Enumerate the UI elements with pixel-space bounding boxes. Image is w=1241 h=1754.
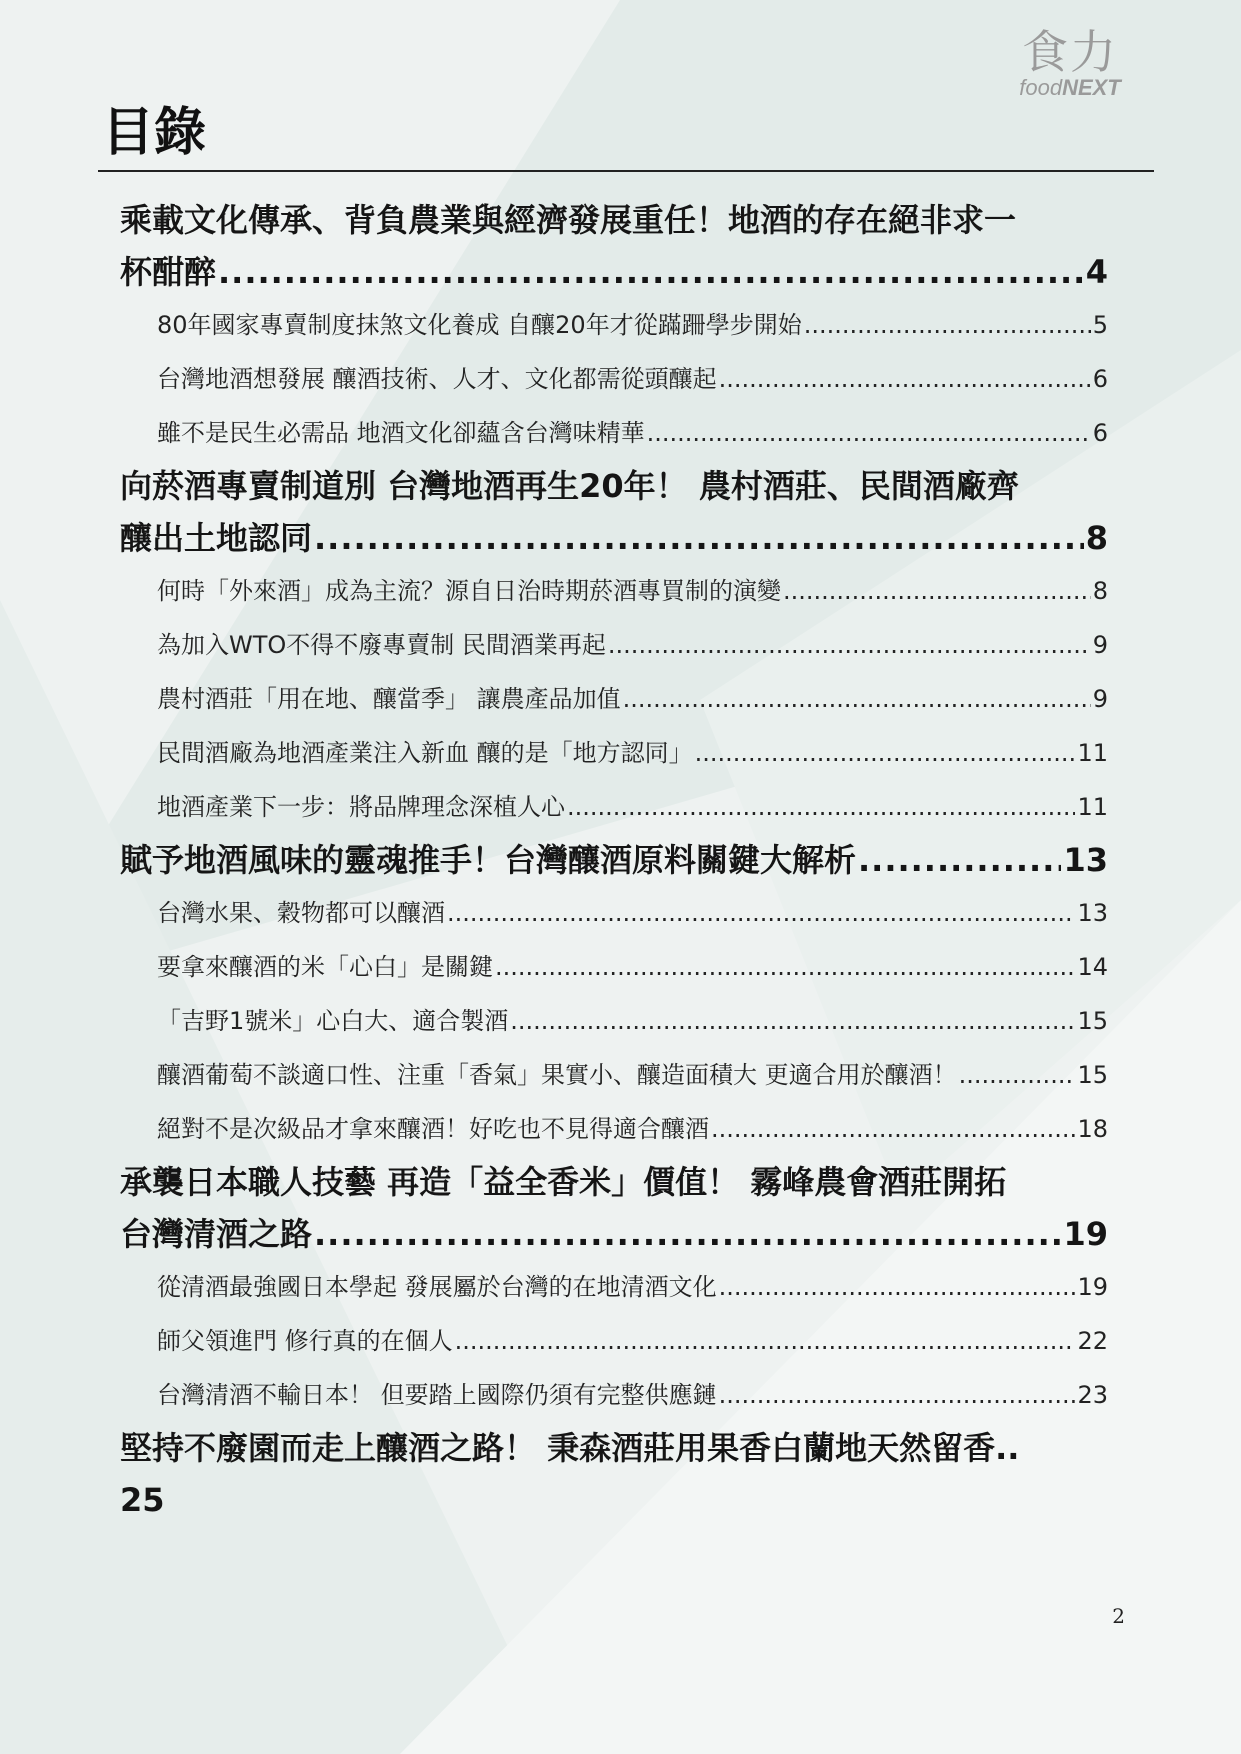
toc-chapter[interactable] — [120, 460, 1108, 564]
toc-section[interactable] — [120, 1260, 1108, 1314]
toc-section[interactable] — [120, 1368, 1108, 1422]
chapter-title-line1: 乘載文化傳承、背負農業與經濟發展重任！地酒的存在絕非求一 — [120, 201, 1017, 239]
chapter-page: 8 — [1085, 519, 1108, 557]
toc-chapter[interactable] — [120, 1156, 1108, 1260]
leader-dots — [567, 780, 1075, 834]
section-page: 15 — [1077, 1007, 1108, 1035]
section-title: 地酒產業下一步：將品牌理念深植人心 — [157, 793, 565, 821]
toc-section[interactable] — [120, 564, 1108, 618]
section-title: 台灣清酒不輸日本！ 但要踏上國際仍須有完整供應鏈 — [157, 1381, 717, 1409]
section-page: 11 — [1077, 793, 1108, 821]
chapter-page: 19 — [1063, 1215, 1108, 1253]
section-title: 80年國家專賣制度抹煞文化養成 自釀20年才從蹣跚學步開始 — [157, 311, 802, 339]
logo-english: foodNEXT — [1019, 75, 1121, 100]
toc-section[interactable] — [120, 618, 1108, 672]
chapter-title-line1: 向菸酒專賣制道別 台灣地酒再生20年！ 農村酒莊、民間酒廠齊 — [120, 467, 1019, 505]
section-page: 13 — [1077, 899, 1108, 927]
section-page: 22 — [1077, 1327, 1108, 1355]
section-title: 「吉野1號米」心白大、適合製酒 — [157, 1007, 509, 1035]
leader-dots — [608, 618, 1091, 672]
toc-section[interactable] — [120, 726, 1108, 780]
toc-section[interactable] — [120, 1048, 1108, 1102]
section-page: 15 — [1077, 1061, 1108, 1089]
section-title: 農村酒莊「用在地、釀當季」 讓農產品加值 — [157, 685, 621, 713]
section-page: 14 — [1077, 953, 1108, 981]
section-page: 18 — [1077, 1115, 1108, 1143]
toc-section[interactable] — [120, 940, 1108, 994]
logo-chinese: 食力 — [1022, 25, 1118, 79]
toc-section[interactable] — [120, 1314, 1108, 1368]
toc-section[interactable] — [120, 780, 1108, 834]
chapter-title: 賦予地酒風味的靈魂推手！台灣釀酒原料關鍵大解析 — [120, 841, 857, 879]
leader-dots — [719, 1368, 1076, 1422]
chapter-title-line2: 台灣清酒之路 — [120, 1215, 313, 1253]
section-page: 9 — [1092, 631, 1108, 659]
toc-section[interactable] — [120, 886, 1108, 940]
leader-dots — [647, 406, 1091, 460]
section-title: 要拿來釀酒的米「心白」是關鍵 — [157, 953, 493, 981]
leader-dots — [959, 1048, 1076, 1102]
section-title: 雖不是民生必需品 地酒文化卻蘊含台灣味精華 — [157, 419, 645, 447]
page-number: 2 — [1112, 1604, 1125, 1628]
chapter-title-line1: 承襲日本職人技藝 再造「益全香米」價值！ 霧峰農會酒莊開拓 — [120, 1163, 1007, 1201]
leader-dots — [455, 1314, 1076, 1368]
chapter-page: 25 — [120, 1481, 165, 1519]
leader-dots — [314, 512, 1084, 564]
section-title: 民間酒廠為地酒產業注入新血 釀的是「地方認同」 — [157, 739, 693, 767]
leader-dots — [804, 298, 1091, 352]
toc-section[interactable] — [120, 298, 1108, 352]
leader-dots — [719, 352, 1091, 406]
leader-dots — [623, 672, 1091, 726]
section-title: 何時「外來酒」成為主流？源自日治時期菸酒專買制的演變 — [157, 577, 781, 605]
chapter-page: 4 — [1085, 253, 1108, 291]
section-page: 9 — [1092, 685, 1108, 713]
leader-dots — [695, 726, 1076, 780]
section-title: 台灣地酒想發展 釀酒技術、人才、文化都需從頭釀起 — [157, 365, 717, 393]
toc-chapter[interactable] — [120, 194, 1108, 298]
foodnext-logo — [1015, 26, 1125, 106]
leader-dots — [314, 1208, 1061, 1260]
title-divider — [98, 170, 1154, 172]
section-title: 台灣水果、穀物都可以釀酒 — [157, 899, 445, 927]
section-page: 19 — [1077, 1273, 1108, 1301]
section-title: 為加入WTO不得不廢專賣制 民間酒業再起 — [157, 631, 606, 659]
section-title: 絕對不是次級品才拿來釀酒！好吃也不見得適合釀酒 — [157, 1115, 709, 1143]
section-title: 釀酒葡萄不談適口性、注重「香氣」果實小、釀造面積大 更適合用於釀酒！ — [157, 1061, 957, 1089]
toc-section[interactable] — [120, 672, 1108, 726]
chapter-title-line2: 杯酣醉 — [120, 253, 217, 291]
section-page: 6 — [1092, 365, 1108, 393]
section-page: 6 — [1092, 419, 1108, 447]
section-title: 從清酒最強國日本學起 發展屬於台灣的在地清酒文化 — [157, 1273, 717, 1301]
toc-chapter[interactable] — [120, 834, 1108, 886]
toc-chapter[interactable] — [120, 1422, 1108, 1526]
leader-dots — [510, 994, 1075, 1048]
leader-dots — [783, 564, 1091, 618]
toc-section[interactable] — [120, 406, 1108, 460]
page-title: 目錄 — [102, 102, 207, 163]
leader-dots — [711, 1102, 1075, 1156]
leader-dots — [447, 886, 1075, 940]
table-of-contents — [120, 194, 1108, 1526]
section-page: 11 — [1077, 739, 1108, 767]
leader-dots — [495, 940, 1075, 994]
chapter-title-line2: 釀出土地認同 — [120, 519, 313, 557]
section-page: 8 — [1092, 577, 1108, 605]
section-page: 5 — [1092, 311, 1108, 339]
section-page: 23 — [1077, 1381, 1108, 1409]
chapter-title: 堅持不廢園而走上釀酒之路！ 秉森酒莊用果香白蘭地天然留香.. — [120, 1429, 1020, 1467]
chapter-page: 13 — [1063, 841, 1108, 879]
toc-section[interactable] — [120, 352, 1108, 406]
leader-dots — [858, 834, 1061, 886]
toc-section[interactable] — [120, 994, 1108, 1048]
section-title: 師父領進門 修行真的在個人 — [157, 1327, 453, 1355]
toc-section[interactable] — [120, 1102, 1108, 1156]
leader-dots — [218, 246, 1084, 298]
leader-dots — [719, 1260, 1076, 1314]
